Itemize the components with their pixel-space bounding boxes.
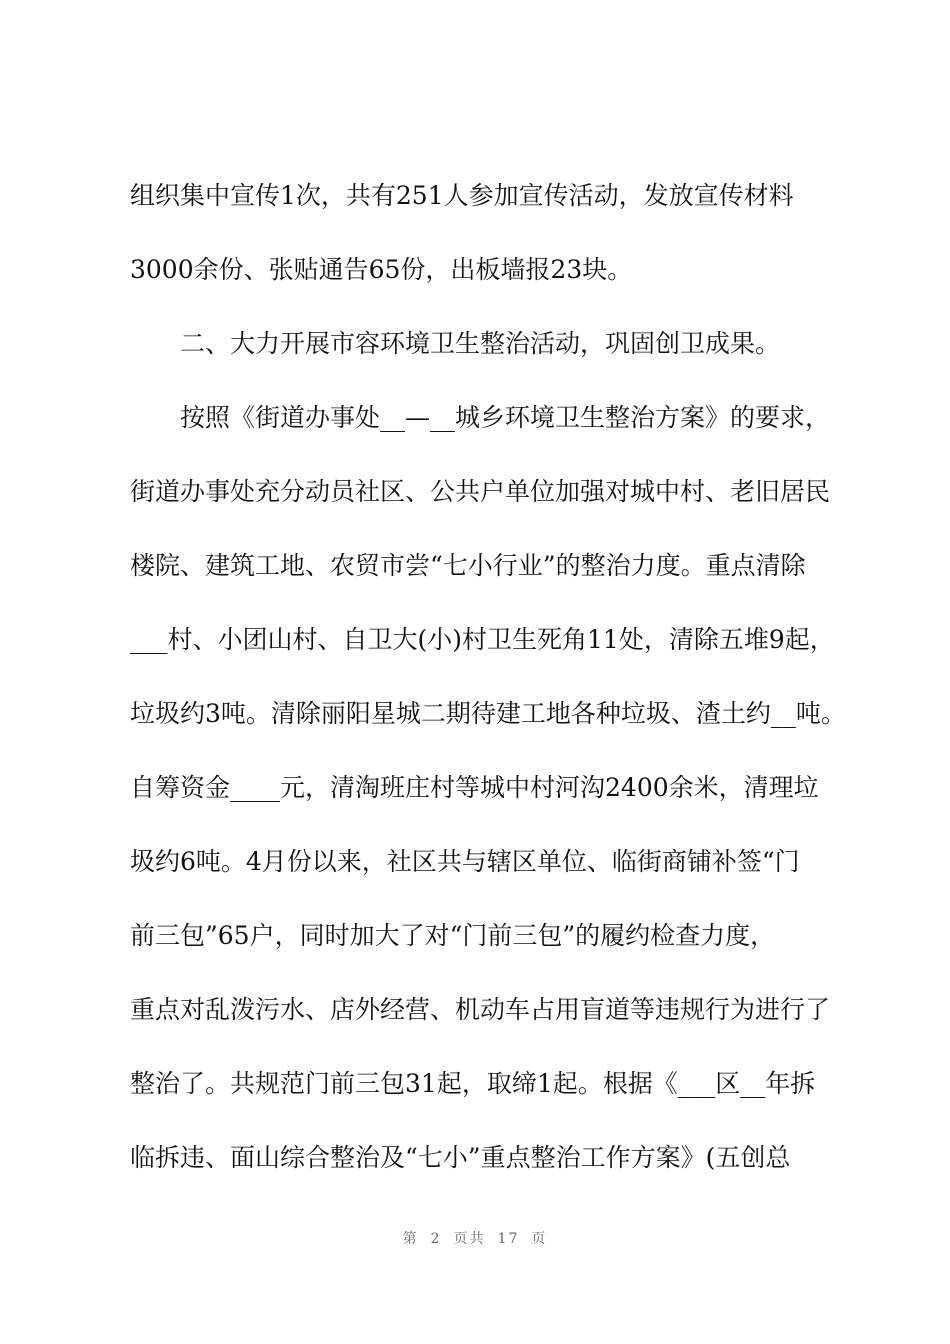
section-heading: 二、大力开展市容环境卫生整治活动，巩固创卫成果。 (180, 329, 781, 358)
text-line-14: 临拆违、面山综合整治及“七小”重点整治工作方案》(五创总 (130, 1143, 791, 1172)
text-line-12: 重点对乱泼污水、店外经营、机动车占用盲道等违规行为进行了 (130, 995, 831, 1024)
text-line-2: 3000余份、张贴通告65份，出板墙报23块。 (130, 255, 633, 284)
page-footer (0, 1228, 950, 1248)
footer-prefix: 第 (402, 1231, 419, 1247)
text-line-8: 垃圾约3吨。清除丽阳星城二期待建工地各种垃圾、渣土约__吨。 (130, 699, 846, 728)
text-line-13: 整治了。共规范门前三包31起，取缔1起。根据《___区__年拆 (130, 1069, 816, 1098)
text-line-11: 前三包”65户，同时加大了对“门前三包”的履约检查力度， (130, 921, 776, 950)
text-line-5: 街道办事处充分动员社区、公共户单位加强对城中村、老旧居民 (130, 477, 831, 506)
footer-middle: 页共 (453, 1231, 486, 1247)
text-line-7: ___村、小团山村、自卫大(小)村卫生死角11处，清除五堆9起， (130, 625, 835, 654)
text-line-4: 按照《街道办事处__—__城乡环境卫生整治方案》的要求， (180, 403, 831, 432)
footer-total-pages: 17 (497, 1231, 520, 1247)
footer-page-number: 2 (430, 1231, 442, 1247)
text-line-1: 组织集中宣传1次，共有251人参加宣传活动，发放宣传材料 (130, 181, 794, 210)
footer-suffix: 页 (531, 1231, 548, 1247)
text-line-10: 圾约6吨。4月份以来，社区共与辖区单位、临街商铺补签“门 (130, 847, 800, 876)
text-line-9: 自筹资金____元，清淘班庄村等城中村河沟2400余米，清理垃 (130, 773, 819, 802)
text-line-6: 楼院、建筑工地、农贸市尝“七小行业”的整治力度。重点清除 (130, 551, 806, 580)
